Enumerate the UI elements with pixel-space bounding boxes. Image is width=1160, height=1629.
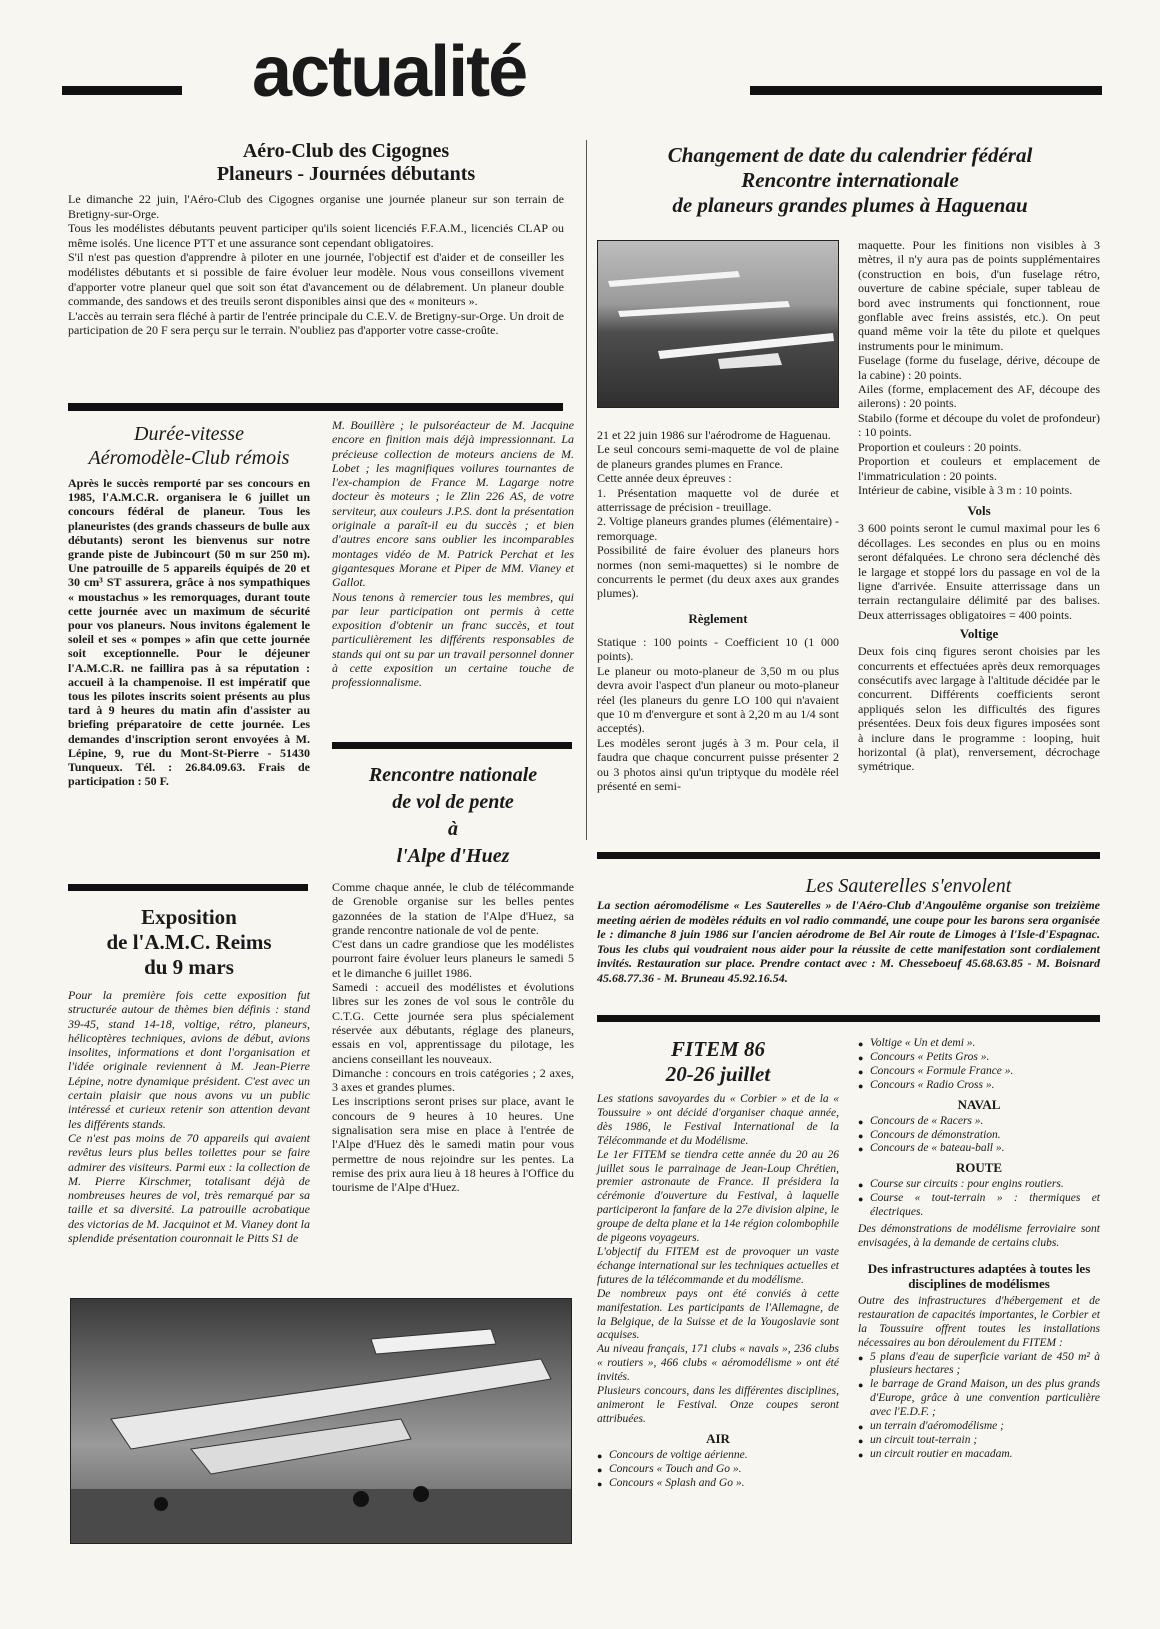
huez-title-1: Rencontre nationale bbox=[368, 764, 538, 786]
expo-body bbox=[68, 988, 310, 1245]
duree-title-1: Durée-vitesse bbox=[134, 423, 244, 445]
article-alpe-huez bbox=[332, 762, 574, 1195]
haguenau-col2-body bbox=[858, 238, 1100, 497]
route-heading: ROUTE bbox=[955, 1160, 1003, 1176]
divider bbox=[68, 884, 308, 891]
cigognes-para: Tous les modélistes débutants peuvent participer qu'ils soient licenciés F.F.A.M., licenciés CLAP ou même isolés. Une licence PTT et une assurance sont cependant obligatoires. bbox=[68, 221, 564, 250]
list-item: ● 5 plans d'eau de superficie variant de 450 m² à plusieurs hectares ; bbox=[858, 1351, 1100, 1379]
infra-heading: Des infrastructures adaptées à toutes les disciplines de modélismes bbox=[867, 1260, 1091, 1291]
haguenau-para: maquette. Pour les finitions non visibles à 3 mètres, il n'y aura pas de points supplémentaires (construction en bois, d'un fuselage rétro, ouverture de cabine spéciale, super tableau de bord avec instruments qui fonctionnent, roue gonflable avec freins assistés, etc.). On peut quand même voir la tête du pilote et quelques instruments pour le minimum. bbox=[858, 238, 1100, 353]
list-item: ● Concours de voltige aérienne. bbox=[597, 1449, 839, 1463]
reglement-para: Le planeur ou moto-planeur de 3,50 m ou plus devra avoir l'aspect d'un planeur ou moto-planeur réel (les planeurs du genre LO 100 qui n'avaient que 10 m d'envergure et sont à 2,20 m au 1/4 sont acceptés). bbox=[597, 663, 839, 736]
huez-title-3: à bbox=[448, 818, 458, 840]
cigognes-para: Le dimanche 22 juin, l'Aéro-Club des Cigognes organise une journée planeur sur son terrain de Bretigny-sur-Orge. bbox=[68, 192, 564, 221]
vols-body: 3 600 points seront le cumul maximal pour les 6 décollages. Les secondes en plus ou en moins seront défalquées. Le chrono sera déclenché dès le largage et stoppé lors du passage en vol de la ligne d'arrivée. Ensuite atterrissage dans un terrain rectangulaire délimité par des balises. Deux atterrissages obligatoires = 400 points. bbox=[858, 521, 1100, 622]
list-item: ● Concours « Petits Gros ». bbox=[858, 1051, 1100, 1065]
expo-col2-body bbox=[332, 418, 574, 690]
cigognes-title-1: Aéro-Club des Cigognes bbox=[242, 140, 450, 162]
list-item: ● Course sur circuits : pour engins routiers. bbox=[858, 1178, 1100, 1192]
duree-title-2: Aéromodèle-Club rémois bbox=[88, 447, 290, 469]
divider bbox=[332, 742, 572, 749]
huez-para: Dimanche : concours en trois catégories ; 2 axes, 3 axes et grandes plumes. bbox=[332, 1065, 574, 1095]
huez-para: C'est dans un cadre grandiose que les modélistes pourront faire évoluer leurs planeurs le samedi 5 et le dimanche 6 juillet 1986. bbox=[332, 937, 574, 980]
naval-list bbox=[858, 1115, 1100, 1157]
list-item: ● un circuit routier en macadam. bbox=[858, 1448, 1100, 1462]
expo-title-3: du 9 mars bbox=[144, 955, 234, 979]
expo-title-2: de l'A.M.C. Reims bbox=[106, 930, 272, 954]
fitem-col-2 bbox=[858, 1037, 1100, 1462]
fitem-para: Au niveau français, 171 clubs « navals », 236 clubs « routiers », 466 clubs « aéromodélisme » ont été invités. bbox=[597, 1343, 839, 1384]
photo-model-aircraft bbox=[70, 1298, 572, 1544]
air-heading: AIR bbox=[706, 1430, 730, 1446]
air-list-continued bbox=[858, 1037, 1100, 1093]
list-item: ● Concours « Touch and Go ». bbox=[597, 1463, 839, 1477]
haguenau-intro bbox=[597, 428, 839, 601]
fitem-para: Le 1er FITEM se tiendra cette année du 20 au 26 juillet sous le parrainage de Jean-Loup Chrétien, premier astronaute de France. Il présidera la cérémonie d'ouverture du Festival, à laquelle participeront la fanfare de la 27e division alpine, le groupe de delta plane et la 14e région colombophile de pigeons voyageurs. bbox=[597, 1148, 839, 1245]
gliders-image bbox=[598, 241, 838, 407]
list-item: ● Course « tout-terrain » : thermiques et électriques. bbox=[858, 1192, 1100, 1220]
haguenau-col-1 bbox=[597, 428, 839, 793]
huez-para: Les inscriptions seront prises sur place, avant le concours de 9 heures à 10 heures. Une signalisation sera mise en place à l'entrée de l'Alpe d'Huez dès le samedi matin pour vous permettre de nous rejoindre sur les pentes. La remise des prix aura lieu à 18 heures à l'Office du tourisme de l'Alpe d'Huez. bbox=[332, 1094, 574, 1195]
huez-body bbox=[332, 880, 574, 1195]
divider bbox=[597, 852, 1100, 859]
reglement-para: Statique : 100 points - Coefficient 10 (1 000 points). bbox=[597, 634, 839, 664]
ferroviaire-note: Des démonstrations de modélisme ferroviaire sont envisagées, à la demande de certains clubs. bbox=[858, 1223, 1100, 1249]
photo-gliders bbox=[597, 240, 839, 408]
article-exposition bbox=[68, 905, 310, 1245]
haguenau-para: Ailes (forme, emplacement des AF, découpe des ailerons) : 20 points. bbox=[858, 382, 1100, 411]
fitem-para: Plusieurs concours, dans les différentes disciplines, animeront le Festival. Onze coupes seront attribuées. bbox=[597, 1385, 839, 1425]
haguenau-para: Cette année deux épreuves : bbox=[597, 471, 732, 486]
reglement-heading: Règlement bbox=[688, 610, 748, 626]
haguenau-col-2 bbox=[858, 238, 1100, 774]
haguenau-para: 21 et 22 juin 1986 sur l'aérodrome de Haguenau. bbox=[597, 428, 831, 442]
infra-list bbox=[858, 1351, 1100, 1462]
reglement-para: Les modèles seront jugés à 3 m. Pour cela, il faudra que chaque concurrent puisse présenter 2 ou 3 photos ainsi qu'un triptyque du modèle réel présenté en semi- bbox=[597, 735, 839, 793]
haguenau-para: Le seul concours semi-maquette de vol de plaine de planeurs grandes plumes en France. bbox=[597, 442, 839, 471]
list-item: ● le barrage de Grand Maison, un des plus grands d'Europe, grâce à une convention particulière avec l'E.D.F. ; bbox=[858, 1378, 1100, 1420]
article-duree-vitesse bbox=[68, 422, 310, 788]
column-rule bbox=[586, 140, 587, 840]
cigognes-para: L'accès au terrain sera fléché à partir de l'entrée principale du C.E.V. de Bretigny-sur-Orge. Un droit de participation de 20 F sera perçu sur le terrain. N'oubliez pas d'apporter votre casse-croûte. bbox=[68, 308, 564, 338]
voltige-body: Deux fois cinq figures seront choisies par les concurrents et effectuées après deux remorquages consécutifs avec largage à l'altitude décidée par le concurrent. Différents coefficients seront appliqués selon les difficultés des figures présentées. Deux fois deux figures imposées sont à inclure dans le programme : looping, huit horizontal (à plat), renversement, décrochage symétrique. bbox=[858, 644, 1100, 774]
haguenau-para: Proportion et couleurs et emplacement de l'immatriculation : 20 points. bbox=[858, 454, 1100, 483]
article-haguenau bbox=[595, 143, 1105, 218]
masthead-rule-right bbox=[750, 86, 1102, 95]
divider bbox=[597, 1015, 1100, 1022]
haguenau-title-2: Rencontre internationale bbox=[741, 168, 959, 192]
masthead-rule-left bbox=[62, 86, 182, 95]
haguenau-para: Fuselage (forme du fuselage, dérive, découpe de la cabine) : 20 points. bbox=[858, 353, 1100, 382]
expo-para: M. Bouillère ; le pulsoréacteur de M. Jacquine encore en finition mais déjà impressionnant. La précieuse collection de moteurs anciens de M. Lobet ; les magnifiques voilures tournantes de l'ex-champion de France M. Lagarge notre docteur ès moteurs ; le Zlin 226 AS, de votre serviteur, aux couleurs J.P.S. dont la présentation originale a paraît-il eu du succès ; et bien d'autres encore sans oublier les incomparables montages vidéo de M. Patrick Perchat et les gigantesques Morane et Piper de MM. Vianey et Gallot. bbox=[332, 418, 574, 590]
fitem-para: Les stations savoyardes du « Corbier » et de la « Toussuire » ont décidé d'organiser chaque année, dès 1986, le Festival International de la Télécommande et du Modélisme. bbox=[597, 1093, 839, 1147]
model-aircraft-image bbox=[71, 1299, 571, 1543]
haguenau-title-3: de planeurs grandes plumes à Haguenau bbox=[672, 193, 1028, 217]
huez-title-4: l'Alpe d'Huez bbox=[396, 845, 510, 867]
fitem-body bbox=[597, 1093, 839, 1427]
fitem-title-1: FITEM 86 bbox=[671, 1037, 765, 1061]
list-item: ● Concours de « Racers ». bbox=[858, 1115, 1100, 1129]
infra-body: Outre des infrastructures d'hébergement et de restauration de capacités importantes, le Corbier et la Toussuire offrent toutes les installations nécessaires au bon déroulement du FITEM : bbox=[858, 1294, 1100, 1349]
list-item: ● Concours « Radio Cross ». bbox=[858, 1079, 1100, 1093]
reglement-body bbox=[597, 635, 839, 793]
huez-title-2: de vol de pente bbox=[392, 791, 514, 813]
list-item: ● un terrain d'aéromodélisme ; bbox=[858, 1420, 1100, 1434]
haguenau-title-1: Changement de date du calendrier fédéral bbox=[667, 143, 1033, 167]
fitem-title-2: 20-26 juillet bbox=[665, 1062, 771, 1086]
fitem-para: L'objectif du FITEM est de provoquer un vaste échange international sur les techniques actuelles et futures de la télécommande et du modélisme. bbox=[597, 1245, 839, 1286]
air-list bbox=[597, 1449, 839, 1491]
sauterelles-body: La section aéromodélisme « Les Sauterelles » de l'Aéro-Club d'Angoulême organise son treizième meeting aérien de modèles réduits en vol radio commandé, une coupe pour les barons sera organisée le : dimanche 8 juin 1986 sur l'ancien aérodrome de Bel Air route de Limoges à l'Isle-d'Espagnac. Tous les clubs qui voudraient nous aider pour la réussite de cette manifestation sont cordialement invités. Restauration sur place. Prendre contact avec : M. Chesseboeuf 45.68.63.85 - M. Boisnard 45.68.77.36 - M. Bruneau 45.92.16.54. bbox=[597, 898, 1100, 985]
divider bbox=[68, 403, 563, 411]
masthead-title: actualité bbox=[252, 32, 527, 112]
haguenau-para: Intérieur de cabine, visible à 3 m : 10 points. bbox=[858, 482, 1073, 497]
cigognes-para: S'il n'est pas question d'apprendre à piloter en une journée, l'objectif est d'aider et de conseiller les modélistes débutants et si possible de faire évoluer leur modèle. Nous vous conseillons vivement d'apporter votre planeur quel que soit son état d'avancement ou de délabrement. Un planeur double commande, des sandows et des treuils seront disponibles ainsi que des « moniteurs ». bbox=[68, 250, 564, 309]
list-item: ● un circuit tout-terrain ; bbox=[858, 1434, 1100, 1448]
route-list bbox=[858, 1178, 1100, 1220]
duree-body: Après le succès remporté par ses concours en 1985, l'A.M.C.R. organisera le 6 juillet un concours fédéral de planeur. Tous les planeuristes (des grands chasseurs de bulle aux débutants) seront les bienvenus sur notre grande piste de Jubincourt (50 m sur 250 m). Une patrouille de 5 appareils équipés de 20 et 30 cm³ ST assurera, grâce à nos sympathiques « moustachus » les remorquages, durant toute cette journée avec un maximum de sécurité pour vos planeurs. Nous invitons également le soleil et ses « pompes » afin que cette journée soit exceptionnelle. Pour le déjeuner l'A.M.C.R. ne faillira pas à sa réputation : accueil à la champenoise. Il est impératif que tous les pilotes inscrits soient présents au plus tard à 9 heures du matin afin d'assister au briefing préparatoire de cette journée. Les demandes d'inscription seront envoyées à M. Lépine, 9, rue du Mont-St-Pierre - 51430 Tunqueux. Tél. : 26.84.09.63. Frais de participation : 50 F. bbox=[68, 476, 310, 789]
expo-title-1: Exposition bbox=[141, 905, 237, 929]
haguenau-para: 1. Présentation maquette vol de durée et atterrissage de précision - treuillage. bbox=[597, 485, 839, 515]
haguenau-para: Possibilité de faire évoluer des planeurs hors normes (non semi-maquettes) si le nombre de concurrents le permet (du deux axes aux grandes plumes). bbox=[597, 543, 839, 601]
article-cigognes bbox=[68, 140, 564, 338]
vols-heading: Vols bbox=[967, 503, 991, 519]
masthead bbox=[62, 32, 1102, 112]
huez-para: Samedi : accueil des modélistes et évolutions libres sur les zones de vol sous le contrôle du C.T.G. Cette journée sera plus spécialement réservée aux débutants, réglage des planeurs, essais en vol, apprentissage du pilotage, les anciens conseillant les nouveaux. bbox=[332, 980, 574, 1066]
article-sauterelles bbox=[597, 874, 1100, 985]
cigognes-title-2: Planeurs - Journées débutants bbox=[216, 163, 476, 185]
naval-heading: NAVAL bbox=[957, 1096, 1001, 1112]
huez-para: Comme chaque année, le club de télécommande de Grenoble organise sur les belles pentes gazonnées de la station de l'Alpe d'Huez, sa grande rencontre nationale de vol de pente. bbox=[332, 880, 574, 937]
sauterelles-title: Les Sauterelles s'envolent bbox=[805, 875, 1012, 897]
haguenau-para: Proportion et couleurs : 20 points. bbox=[858, 439, 1022, 454]
expo-para: Nous tenons à remercier tous les membres, qui par leur participation ont permis à cette exposition d'obtenir un franc succès, et tout particulièrement les différents responsables de stands qui ont su par un travail personnel donner à cette exposition un certaine touche de professionnalisme. bbox=[332, 589, 574, 690]
article-fitem bbox=[597, 1037, 839, 1490]
cigognes-body bbox=[68, 192, 564, 338]
expo-para: Pour la première fois cette exposition fut structurée autour de thèmes bien définis : stand 39-45, stand 14-18, voltige, rétro, planeurs, hélicoptères techniques, avions de début, avions insolites, informations et dont l'organisation et l'idée originale reviennent à M. Jean-Pierre Lépine, notre dynamique président. C'est avec un certain plaisir que nous avons vu un public intéressé et curieux retenir son attention devant les différents stands. bbox=[68, 988, 310, 1131]
haguenau-para: Stabilo (forme et découpe du volet de profondeur) : 10 points. bbox=[858, 410, 1100, 440]
article-exposition-continued bbox=[332, 418, 574, 690]
list-item: ● Concours de « bateau-ball ». bbox=[858, 1142, 1100, 1156]
list-item: ● Concours de démonstration. bbox=[858, 1129, 1100, 1143]
expo-para: Ce n'est pas moins de 70 appareils qui avaient revêtus leurs plus belles toilettes pour se faire admirer des visiteurs. Parmi eux : la collection de M. Pierre Kirschmer, totalisant déjà de nombreuses heures de vol, très remarqué par sa taille et sa diversité. La patrouille acrobatique des victorias de M. Jacquinot et M. Vianey dont la splendide présentation couronnait le Pitts S1 de bbox=[68, 1130, 310, 1246]
haguenau-para: 2. Voltige planeurs grandes plumes (élémentaire) - remorquage. bbox=[597, 514, 839, 543]
list-item: ● Voltige « Un et demi ». bbox=[858, 1037, 1100, 1051]
fitem-para: De nombreux pays ont été conviés à cette manifestation. Les participants de l'Allemagne, de la Belgique, de la Suisse et de la Yougoslavie sont acquises. bbox=[597, 1287, 839, 1342]
list-item: ● Concours « Splash and Go ». bbox=[597, 1477, 839, 1491]
list-item: ● Concours « Formule France ». bbox=[858, 1065, 1100, 1079]
voltige-heading: Voltige bbox=[959, 626, 999, 642]
